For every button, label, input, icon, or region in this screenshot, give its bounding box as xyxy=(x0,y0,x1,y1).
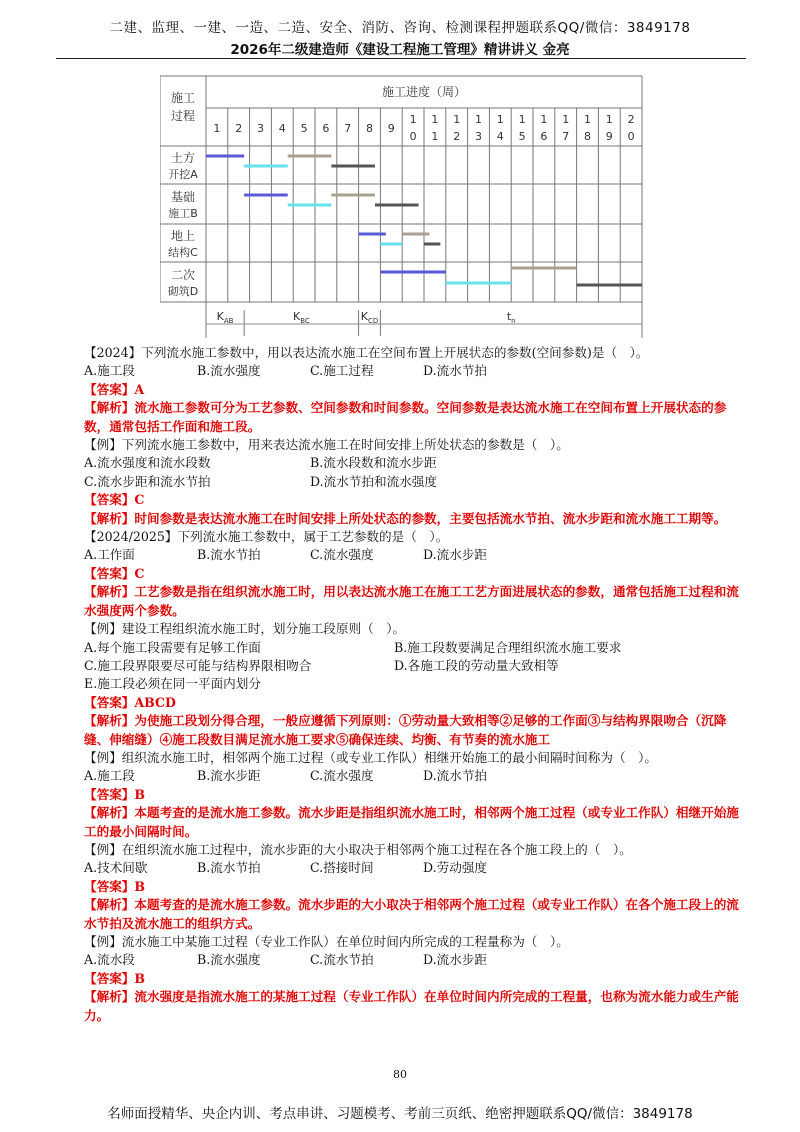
span-label: $K_{CD}$ xyxy=(360,310,379,325)
week-tick-label: 1 xyxy=(453,113,461,126)
option: C.流水强度 xyxy=(310,768,374,784)
answer: 【答案】A xyxy=(84,381,145,397)
question-options xyxy=(84,473,748,491)
option: D.流水节拍 xyxy=(423,768,488,784)
week-tick-label: 1 xyxy=(213,122,221,135)
analysis: 【解析】为使施工段划分得合理，一般应遵循下列原则：①劳动量大致相等②足够的工作面③与结构界限吻合（沉降缝、伸缩缝）④施工段数目满足流水施工要求⑤确保连续、均衡、有节奏的流水施工 xyxy=(84,713,727,747)
span-label: $K_{BC}$ xyxy=(292,310,310,325)
question-content xyxy=(84,344,748,1025)
process-label: 结构C xyxy=(168,246,198,259)
week-tick-label: 8 xyxy=(584,130,591,143)
header-line-2: 2026年二级建造师《建设工程施工管理》精讲讲义 金亮 xyxy=(230,42,570,58)
analysis: 【解析】本题考查的是流水施工参数。流水步距的大小取决于相邻两个施工过程（或专业工作队）在各个施工段上的流水节拍及流水施工的组织方式。 xyxy=(84,897,739,931)
span-label: $K_{AB}$ xyxy=(216,310,234,325)
week-tick-label: 1 xyxy=(584,113,591,126)
week-tick-label: 7 xyxy=(562,130,570,143)
process-label: 开挖A xyxy=(168,168,198,181)
question-stem: 【2024】下列流水施工参数中，用以表达流水施工在空间布置上开展状态的参数(空间参数)是（ ）。 xyxy=(84,345,649,360)
option: A.工作面 xyxy=(84,547,135,563)
question-stem: 【例】下列流水施工参数中，用来表达流水施工在时间安排上所处状态的参数是（ ）。 xyxy=(84,437,569,453)
week-tick-label: 1 xyxy=(431,113,439,126)
option: D.劳动强度 xyxy=(423,860,488,876)
option: A.流水段 xyxy=(84,952,135,968)
option: B.流水节拍 xyxy=(197,547,261,563)
question-stem: 【例】流水施工中某施工过程（专业工作队）在单位时间内所完成的工程量称为（ ）。 xyxy=(84,934,569,949)
option: A.施工段 xyxy=(84,363,135,379)
week-tick-label: 3 xyxy=(475,130,482,143)
question-options xyxy=(84,454,748,472)
answer: 【答案】ABCD xyxy=(84,694,176,710)
week-tick-label: 5 xyxy=(300,122,308,135)
progress-label: 施工进度（周） xyxy=(381,85,467,99)
option: C.施工过程 xyxy=(310,363,374,379)
option: A.每个施工段需要有足够工作面 xyxy=(84,639,261,655)
week-tick-label: 4 xyxy=(278,122,286,135)
week-tick-label: 1 xyxy=(431,130,439,143)
answer: 【答案】C xyxy=(84,565,145,581)
week-tick-label: 1 xyxy=(562,113,570,126)
analysis: 【解析】流水强度是指流水施工的某施工过程（专业工作队）在单位时间内所完成的工程量，也称为流水能力或生产能力。 xyxy=(84,989,739,1023)
question-options xyxy=(84,657,748,675)
process-label: 基础 xyxy=(170,190,196,204)
answer: 【答案】B xyxy=(84,970,146,986)
analysis: 【解析】本题考查的是流水施工参数。流水步距是指组织流水施工时，相邻两个施工过程（或专业工作队）相继开始施工的最小间隔时间。 xyxy=(84,805,739,839)
option: C.流水节拍 xyxy=(310,952,374,968)
header-line-1: 二建、监理、一建、一造、二造、安全、消防、咨询、检测课程押题联系QQ/微信：3849178 xyxy=(109,20,691,36)
option: B.施工段数要满足合理组织流水施工要求 xyxy=(394,639,622,655)
option: B.流水节拍 xyxy=(197,860,261,876)
process-label: 土方 xyxy=(170,151,196,165)
option: D.流水节拍和流水强度 xyxy=(310,473,437,489)
analysis: 【解析】流水施工参数可分为工艺参数、空间参数和时间参数。空间参数是表达流水施工在空间布置上开展状态的参数，通常包括工作面和施工段。 xyxy=(84,400,727,434)
week-tick-label: 1 xyxy=(496,113,504,126)
week-tick-label: 1 xyxy=(605,113,613,126)
option: D.各施工段的劳动量大致相等 xyxy=(394,657,559,673)
week-tick-label: 0 xyxy=(409,130,417,143)
question-stem: 【例】在组织流水施工过程中，流水步距的大小取决于相邻两个施工过程在各个施工段上的（ ）。 xyxy=(84,841,632,857)
week-tick-label: 6 xyxy=(540,130,548,143)
question-options xyxy=(84,639,748,657)
question-options xyxy=(84,546,748,564)
option: A.流水强度和流水段数 xyxy=(84,455,211,471)
option: A.施工段 xyxy=(84,768,135,784)
option: D.流水节拍 xyxy=(423,363,488,379)
option: D.流水步距 xyxy=(423,952,488,968)
option: B.流水段数和流水步距 xyxy=(310,455,437,471)
corner-label: 施工 xyxy=(170,91,196,105)
week-tick-label: 8 xyxy=(366,122,373,135)
week-tick-label: 3 xyxy=(257,122,264,135)
question-options xyxy=(84,767,748,785)
option: C.流水强度 xyxy=(310,547,374,563)
option: B.流水强度 xyxy=(197,363,261,379)
analysis: 【解析】工艺参数是指在组织流水施工时，用以表达流水施工在施工工艺方面进展状态的参数，通常包括施工过程和流水强度两个参数。 xyxy=(84,584,739,618)
week-tick-label: 9 xyxy=(387,122,395,135)
process-label: 施工B xyxy=(168,207,198,220)
corner-label: 过程 xyxy=(170,109,196,123)
week-tick-label: 2 xyxy=(627,113,635,126)
question-options xyxy=(84,675,748,693)
week-tick-label: 4 xyxy=(496,130,504,143)
week-tick-label: 6 xyxy=(322,122,330,135)
question-stem: 【例】建设工程组织流水施工时，划分施工段原则（ ）。 xyxy=(84,621,406,637)
week-tick-label: 0 xyxy=(627,130,635,143)
option: C.施工段界限要尽可能与结构界限相吻合 xyxy=(84,657,312,673)
week-tick-label: 1 xyxy=(540,113,548,126)
week-tick-label: 1 xyxy=(518,113,526,126)
process-label: 砌筑D xyxy=(167,285,199,298)
week-tick-label: 5 xyxy=(518,130,526,143)
answer: 【答案】B xyxy=(84,878,146,894)
question-options xyxy=(84,362,748,380)
question-stem: 【2024/2025】下列流水施工参数中，属于工艺参数的是（ ）。 xyxy=(84,529,449,545)
option: A.技术间歇 xyxy=(84,860,148,876)
option: B.流水强度 xyxy=(197,952,261,968)
question-options xyxy=(84,859,748,877)
process-label: 地上 xyxy=(170,229,196,243)
span-label: $t_n$ xyxy=(506,310,516,325)
footer-text: 名师面授精华、央企内训、考点串讲、习题模考、考前三页纸、绝密押题联系QQ/微信：3849178 xyxy=(107,1106,693,1122)
week-tick-label: 7 xyxy=(344,122,352,135)
gantt-chart xyxy=(160,74,646,338)
week-tick-label: 1 xyxy=(475,113,482,126)
option: E.施工段必须在同一平面内划分 xyxy=(84,676,261,692)
option: D.流水步距 xyxy=(423,547,488,563)
week-tick-label: 2 xyxy=(453,130,461,143)
answer: 【答案】C xyxy=(84,492,145,508)
question-options xyxy=(84,951,748,969)
week-tick-label: 2 xyxy=(235,122,243,135)
analysis: 【解析】时间参数是表达流水施工在时间安排上所处状态的参数，主要包括流水节拍、流水步距和流水施工工期等。 xyxy=(84,510,727,526)
option: B.流水步距 xyxy=(197,768,261,784)
option: C.搭接时间 xyxy=(310,860,374,876)
option: C.流水步距和流水节拍 xyxy=(84,473,211,489)
header-divider xyxy=(56,58,746,59)
week-tick-label: 9 xyxy=(605,130,613,143)
page-number: 80 xyxy=(393,1068,407,1081)
week-tick-label: 1 xyxy=(409,113,417,126)
process-label: 二次 xyxy=(170,268,196,282)
answer: 【答案】B xyxy=(84,786,146,802)
question-stem: 【例】组织流水施工时，相邻两个施工过程（或专业工作队）相继开始施工的最小间隔时间称为（ ）。 xyxy=(84,749,658,765)
